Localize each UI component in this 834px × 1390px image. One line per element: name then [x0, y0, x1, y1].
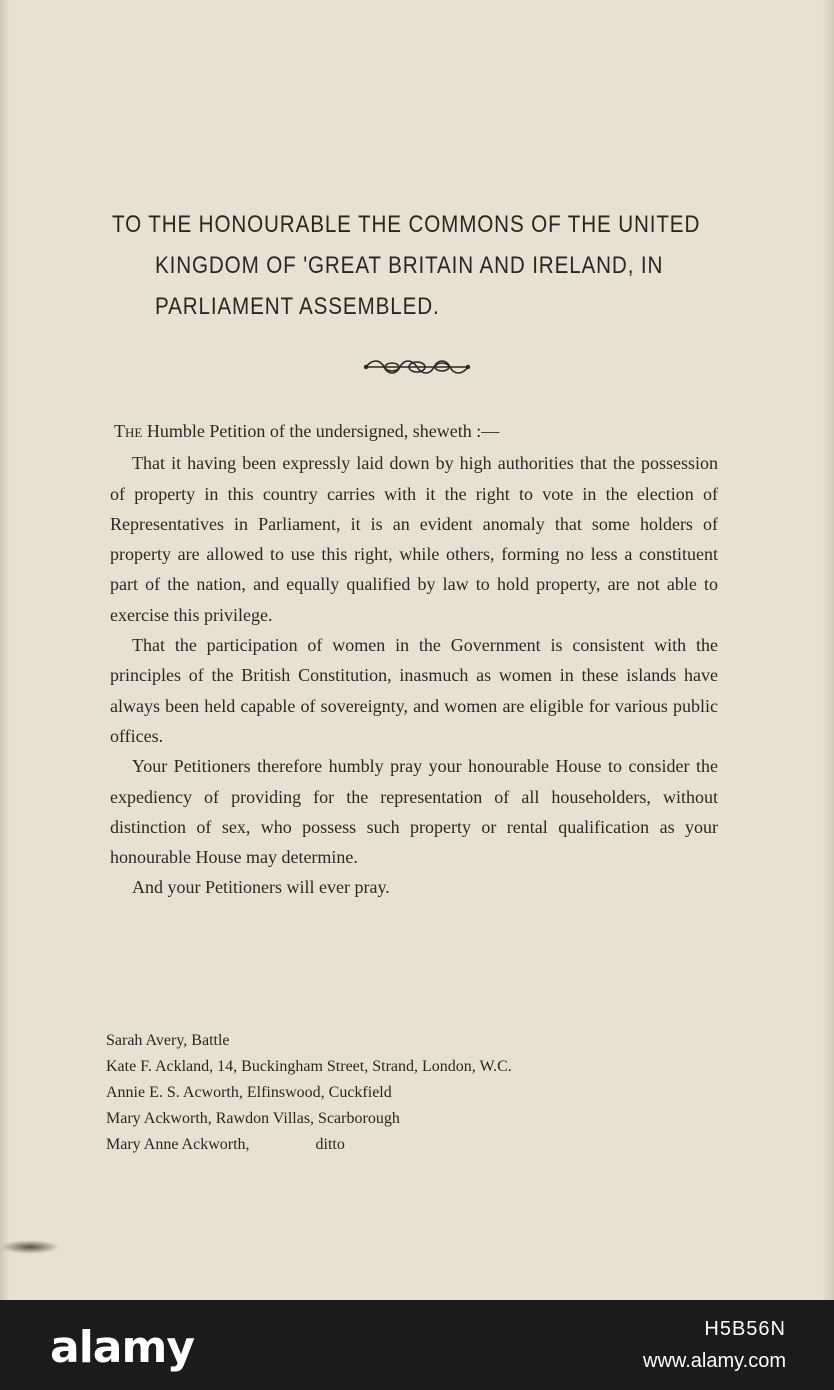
petition-opening — [110, 416, 718, 446]
ornament-divider-icon — [362, 353, 472, 381]
petition-heading — [112, 204, 701, 327]
signature-list — [106, 1028, 666, 1158]
petition-paragraph-1: That it having been expressly laid down by high authorities that the possession of property in this country carries with it the right to vote in the election of Representatives in Parliament, it is an evident anomaly that some holders of property are allowed to use this right, while others, forming no less a constituent part of the nation, and equally qualified by law to hold property, are not able to exercise this privilege. — [110, 453, 718, 625]
signature-line: Annie E. S. Acworth, Elfinswood, Cuckfield — [106, 1084, 392, 1101]
signature-ditto: ditto — [315, 1136, 345, 1153]
alamy-logo: alamy — [50, 1322, 194, 1373]
heading-line-3: PARLIAMENT ASSEMBLED. — [155, 293, 440, 320]
signature-line-last — [106, 1132, 666, 1158]
signature-line: Mary Ackworth, Rawdon Villas, Scarborough — [106, 1110, 400, 1127]
signature-line: Sarah Avery, Battle — [106, 1032, 230, 1049]
opening-rest: Humble Petition of the undersigned, sheweth :— — [142, 421, 500, 441]
heading-line-2: KINGDOM OF 'GREAT BRITAIN AND IRELAND, IN — [155, 252, 664, 279]
opening-first-word: The — [114, 421, 143, 441]
signature-name: Mary Anne Ackworth, — [106, 1136, 250, 1153]
petition-paragraph-3: Your Petitioners therefore humbly pray your honourable House to consider the expediency of providing for the representation of all householders, without distinction of sex, who possess such property or rental qualification as your honourable House may determine. — [110, 756, 718, 868]
reverse-side-bleed — [410, 96, 414, 113]
petition-body — [110, 416, 718, 903]
heading-line-1: TO THE HONOURABLE THE COMMONS OF THE UNITED — [112, 211, 701, 238]
petition-paragraph-2: That the participation of women in the Government is consistent with the principles of the British Constitution, inasmuch as women in these islands have always been held capable of sovereignty, and women are eligible for various public offices. — [110, 635, 718, 746]
image-id: H5B56N — [704, 1318, 786, 1340]
signature-line: Kate F. Ackland, 14, Buckingham Street, Strand, London, W.C. — [106, 1058, 512, 1075]
site-url: www.alamy.com — [643, 1350, 786, 1372]
watermark-footer — [0, 1300, 834, 1390]
petition-closing: And your Petitioners will ever pray. — [132, 877, 390, 898]
paper-smudge — [0, 1240, 60, 1254]
